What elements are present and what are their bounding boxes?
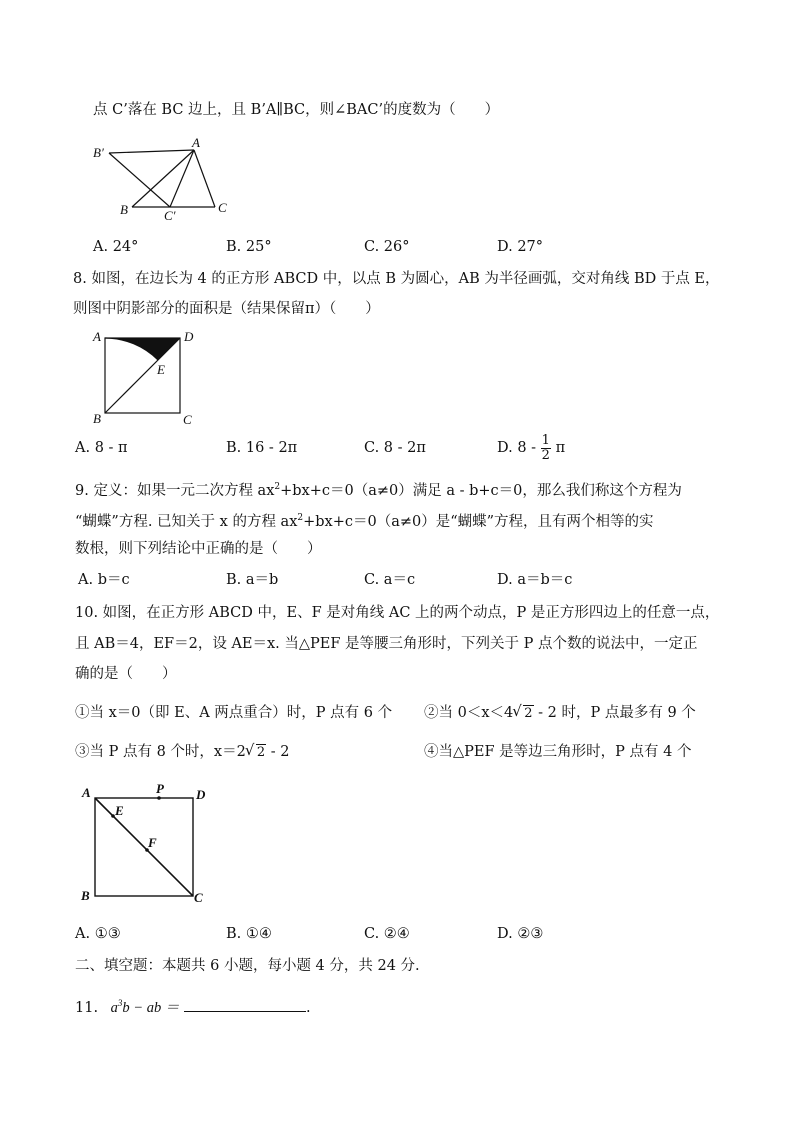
- q8-option-d-suffix: π: [555, 440, 566, 456]
- q9-line2-sup: 2: [297, 513, 304, 523]
- q7-stem-tail: 点 C’落在 BC 边上，且 B’A∥BC，则∠BAC’的度数为（ ）: [93, 102, 500, 118]
- q11: [75, 994, 311, 1017]
- section2-heading: 二、填空题：本题共 6 小题，每小题 4 分，共 24 分.: [75, 958, 420, 974]
- q9-line2-a: “蝴蝶”方程. 已知关于 x 的方程 ax: [75, 513, 298, 530]
- q9-stem-line3: 数根，则下列结论中正确的是（ ）: [75, 541, 322, 557]
- q10-stem-line1: 10. 如图，在正方形 ABCD 中，E、F 是对角线 AC 上的两个动点，P 是正方形四边上的任意一点，: [75, 605, 720, 621]
- q8-option-c: C. 8 - 2π: [364, 440, 426, 456]
- q10-option-c: C. ②④: [364, 926, 410, 942]
- q10-statement-2: [424, 704, 696, 723]
- q7-option-d: D. 27°: [497, 239, 544, 255]
- q8-option-d-numerator: 1: [541, 432, 550, 448]
- q7-label-bprime: B′: [93, 145, 104, 160]
- q8-label-e: E: [157, 362, 165, 377]
- q7-label-a: A: [192, 135, 200, 150]
- q10-stem-line3: 确的是（ ）: [75, 666, 177, 682]
- q7-figure: [88, 132, 238, 224]
- q8-label-b: B: [93, 411, 101, 426]
- q11-expr-sup: 3: [117, 998, 123, 1008]
- q9-option-c: C. a＝c: [364, 572, 416, 588]
- q10-option-d: D. ②③: [497, 926, 544, 942]
- q10-option-b: B. ①④: [226, 926, 272, 942]
- q11-expr-a: a: [110, 999, 118, 1016]
- q8-figure: [88, 326, 208, 430]
- q10-s3-sqrt: [246, 744, 266, 762]
- q8-stem-line2: 则图中阴影部分的面积是（结果保留π）（ ）: [73, 301, 380, 317]
- q10-label-c: C: [194, 890, 203, 905]
- q7-label-b: B: [120, 202, 128, 217]
- q10-stem-line2: 且 AB＝4，EF＝2，设 AE＝x. 当△PEF 是等腰三角形时，下列关于 P 点个数的说法中，一定正: [75, 636, 698, 652]
- q10-point-p: [157, 796, 161, 800]
- q8-label-c: C: [183, 412, 192, 427]
- q10-s2-a: ②当 0＜x＜4: [424, 705, 514, 721]
- q7-label-cprime: C′: [164, 208, 176, 223]
- q10-statement-3: [75, 743, 289, 762]
- q9-option-b: B. a＝b: [226, 572, 279, 588]
- q10-s2-sqrt: [513, 705, 533, 723]
- q9-line1-b: +bx+c＝0（a≠0）满足 a - b+c＝0，那么我们称这个方程为: [280, 482, 682, 499]
- q9-option-d: D. a＝b＝c: [497, 572, 573, 588]
- q8-option-d: [497, 432, 565, 464]
- q8-option-a: A. 8 - π: [75, 440, 128, 456]
- q11-expr: [111, 1000, 180, 1016]
- q8-option-d-prefix: D. 8 -: [497, 440, 537, 456]
- q11-expr-b: b − ab ＝: [122, 999, 180, 1016]
- q10-label-p: P: [156, 782, 164, 796]
- q7-label-c: C: [218, 200, 227, 215]
- q8-diagonal-bd: [105, 338, 180, 413]
- q7-line-b-a: [132, 150, 194, 207]
- q9-option-a: A. b＝c: [78, 572, 130, 588]
- q8-stem-line1: 8. 如图，在边长为 4 的正方形 ABCD 中，以点 B 为圆心，AB 为半径画弧，交对角线 BD 于点 E，: [73, 271, 720, 287]
- q10-diagonal-ac: [95, 798, 193, 896]
- q8-option-d-denominator: 2: [541, 447, 550, 463]
- q7-line-bprime-a: [109, 150, 194, 153]
- q9-stem-line1: [75, 478, 682, 500]
- q9-stem-line2: [75, 509, 654, 531]
- q10-label-f: F: [148, 835, 157, 850]
- q10-label-e: E: [115, 803, 124, 818]
- q10-s2-b: - 2 时，P 点最多有 9 个: [533, 705, 696, 721]
- q11-end: .: [305, 999, 311, 1016]
- q8-option-b: B. 16 - 2π: [226, 440, 298, 456]
- q8-label-a: A: [93, 329, 101, 344]
- q7-line-a-c: [194, 150, 215, 207]
- q10-statement-4: ④当△PEF 是等边三角形时，P 点有 4 个: [424, 744, 692, 760]
- q11-number: 11.: [75, 999, 99, 1016]
- q10-label-d: D: [196, 787, 206, 802]
- q7-option-a: A. 24°: [93, 239, 139, 255]
- q10-label-b: B: [81, 888, 90, 903]
- q10-s3-a: ③当 P 点有 8 个时，x＝2: [75, 744, 246, 760]
- q10-option-a: A. ①③: [75, 926, 121, 942]
- q10-s3-radicand: 2: [256, 745, 266, 760]
- q7-option-b: B. 25°: [226, 239, 272, 255]
- q9-line1-a: 9. 定义：如果一元二次方程 ax: [75, 482, 275, 499]
- q10-statement-1: ①当 x＝0（即 E、A 两点重合）时，P 点有 6 个: [75, 705, 393, 721]
- q11-answer-blank[interactable]: [184, 997, 306, 1012]
- q7-line-cprime-a: [170, 150, 194, 207]
- q8-option-d-fraction: [541, 434, 551, 463]
- q10-figure: [78, 782, 213, 908]
- q9-line2-b: +bx+c＝0（a≠0）是“蝴蝶”方程，且有两个相等的实: [303, 513, 654, 530]
- q8-label-d: D: [184, 329, 194, 344]
- q10-s2-radicand: 2: [524, 706, 533, 721]
- q10-s3-b: - 2: [266, 744, 290, 760]
- q7-option-c: C. 26°: [364, 239, 410, 255]
- q10-label-a: A: [82, 785, 91, 800]
- q9-line1-sup: 2: [274, 482, 281, 492]
